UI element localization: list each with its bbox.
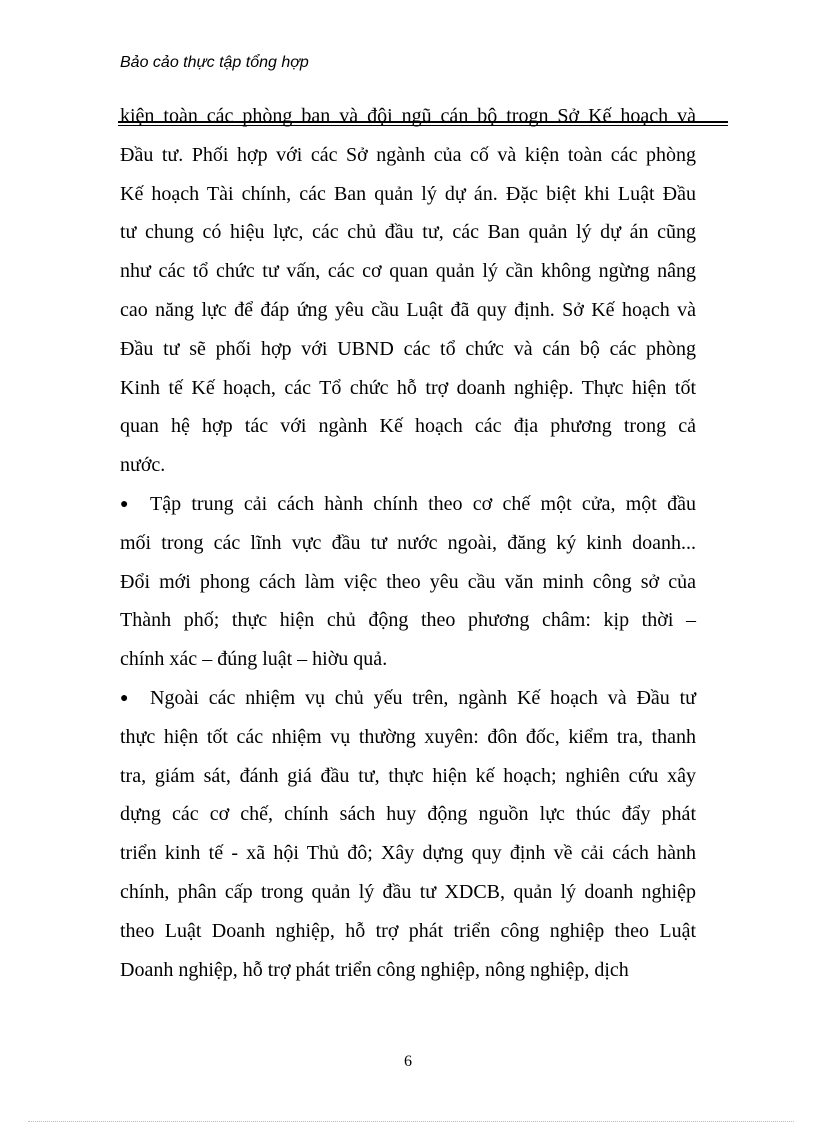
text-line: Kế hoạch Tài chính, các Ban quản lý dự án. Đặc biệt khi Luật Đầu [120, 182, 696, 205]
text-line: Đầu tư. Phối hợp với các Sở ngành của cố và kiện toàn các phòng [120, 143, 696, 166]
page-number: 6 [404, 1053, 412, 1070]
header-title: Bảo cảo thực tập tổng hợp [120, 54, 309, 71]
text-line: Thành phố; thực hiện chủ động theo phương châm: kịp thời – [120, 609, 696, 632]
bullet-icon: ● [120, 496, 129, 512]
text-line: cao năng lực để đáp ứng yêu cầu Luật đã quy định. Sở Kế hoạch và [120, 298, 696, 321]
text-line: nước. [120, 454, 166, 477]
bullet-item-2 [120, 679, 696, 989]
text-line: Doanh nghiệp, hỗ trợ phát triển công nghiệp, nông nghiệp, dịch [120, 958, 629, 981]
text-line: tư chung có hiệu lực, các chủ đầu tư, các Ban quản lý dự án cũng [120, 221, 696, 244]
page-bottom-divider [28, 1121, 794, 1122]
text-line: Đầu tư sẽ phối hợp với UBND các tổ chức và cán bộ các phòng [120, 337, 696, 360]
body-text [120, 97, 696, 989]
text-line: dựng các cơ chế, chính sách huy động nguồn lực thúc đẩy phát [120, 803, 696, 826]
bullet-item-1 [120, 485, 696, 679]
text-line: tra, giám sát, đánh giá đầu tư, thực hiện kế hoạch; nghiên cứu xây [120, 764, 696, 787]
text-line: thực hiện tốt các nhiệm vụ thường xuyên: đôn đốc, kiểm tra, thanh [120, 725, 696, 748]
text-line: Ngoài các nhiệm vụ chủ yếu trên, ngành Kế hoạch và Đầu tư [150, 686, 696, 709]
text-line: như các tổ chức tư vấn, các cơ quan quản lý cần không ngừng nâng [120, 260, 696, 283]
page-header [118, 52, 728, 74]
bullet-first-line [120, 679, 696, 718]
text-line: theo Luật Doanh nghiệp, hỗ trợ phát triển công nghiệp theo Luật [120, 919, 696, 942]
text-line: Kinh tế Kế hoạch, các Tổ chức hỗ trợ doanh nghiệp. Thực hiện tốt [120, 376, 696, 399]
text-line: Tập trung cải cách hành chính theo cơ chế một cửa, một đầu [150, 492, 696, 515]
paragraph-1 [120, 97, 696, 485]
text-line: mối trong các lĩnh vực đầu tư nước ngoài, đăng ký kinh doanh... [120, 531, 696, 554]
text-line: triển kinh tế - xã hội Thủ đô; Xây dựng quy định về cải cách hành [120, 842, 696, 865]
text-line: quan hệ hợp tác với ngành Kế hoạch các địa phương trong cả [120, 415, 696, 438]
text-line: Đổi mới phong cách làm việc theo yêu cầu văn minh công sở của [120, 570, 696, 593]
bullet-first-line [120, 485, 696, 524]
text-line: chính, phân cấp trong quản lý đầu tư XDCB, quản lý doanh nghiệp [120, 880, 696, 903]
bullet-icon: ● [120, 690, 129, 706]
text-line: kiện toàn các phòng ban và đội ngũ cán bộ trogn Sở Kế hoạch và [120, 105, 696, 127]
text-line: chính xác – đúng luật – hiờu quả. [120, 648, 388, 671]
